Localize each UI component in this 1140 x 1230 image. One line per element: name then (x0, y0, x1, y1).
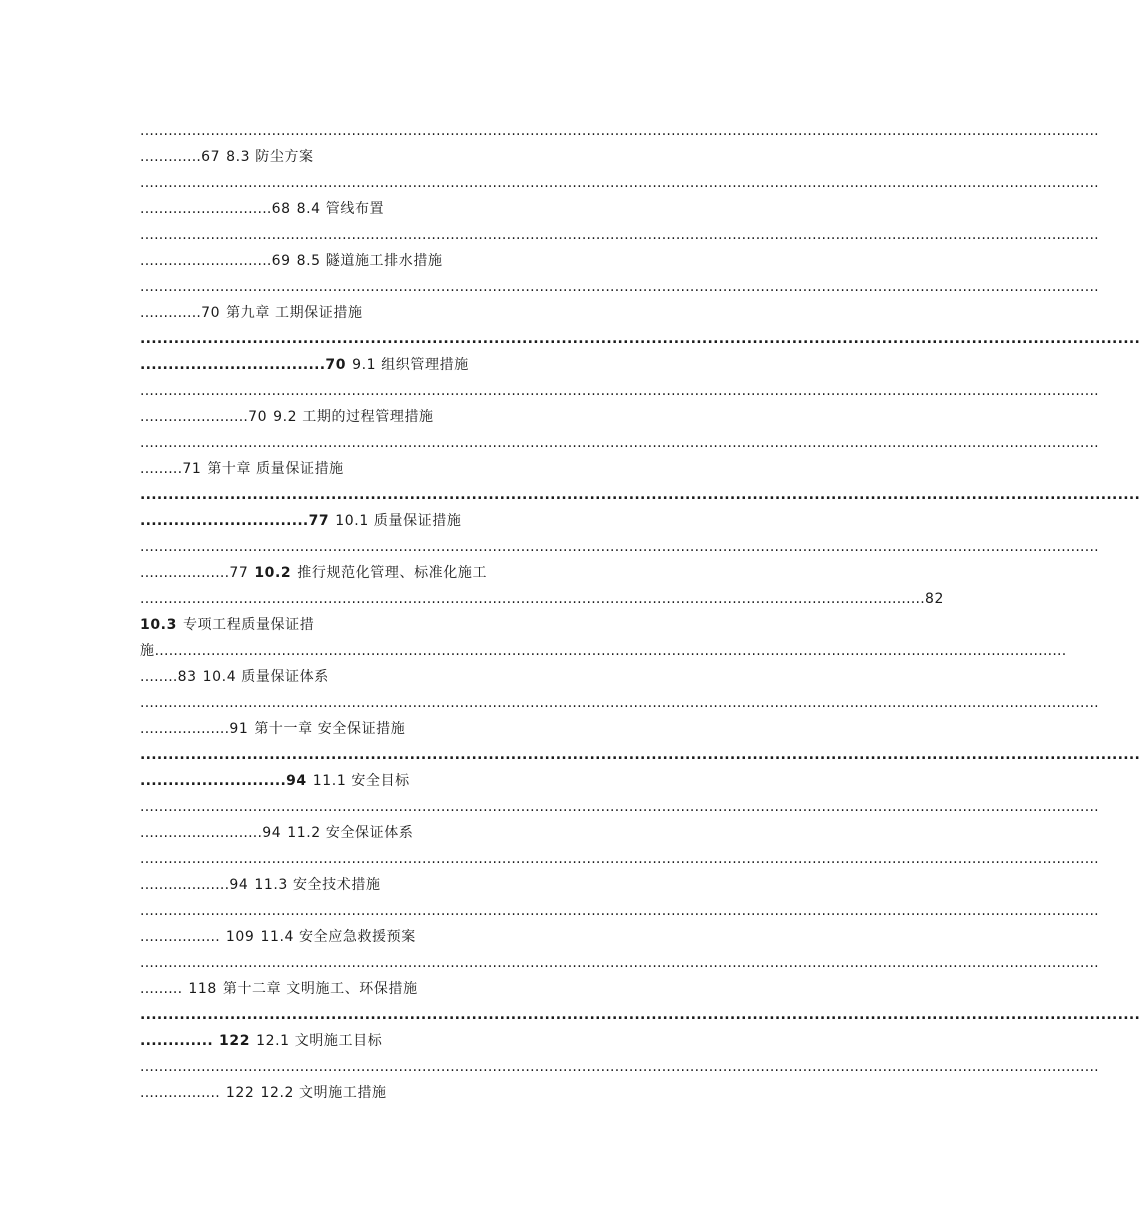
toc-page-number: 77 (308, 513, 330, 529)
toc-page-number: 118 (188, 981, 217, 997)
toc-next-title: 第十章 质量保证措施 (207, 461, 344, 477)
toc-entry[interactable]: ................. 122 12.2 文明施工措施 (140, 1085, 387, 1101)
toc-page-number: 82 (924, 591, 944, 607)
toc-leader-line (140, 794, 808, 820)
toc-entry[interactable]: .......................70 9.2 工期的过程管理措施 (140, 409, 434, 425)
toc-page-number: 68 (271, 201, 291, 217)
toc-entry[interactable]: ................. 109 11.4 安全应急救援预案 (140, 929, 416, 945)
toc-next-title: 8.5 隧道施工排水措施 (296, 253, 443, 269)
toc-page-number: 69 (271, 253, 291, 269)
toc-page-number: 70 (325, 357, 347, 373)
toc-leader-line (140, 846, 808, 872)
toc-next-title: 8.4 管线布置 (296, 201, 385, 217)
toc-entry[interactable]: ......... 118 第十二章 文明施工、环保措施 (140, 981, 418, 997)
toc-page-number: 71 (182, 461, 202, 477)
toc-entry[interactable]: .........71 第十章 质量保证措施 (140, 461, 344, 477)
toc-next-number: 10.2 (254, 565, 292, 581)
toc-leader-line (140, 690, 808, 716)
toc-entry[interactable]: ...................91 第十一章 安全保证措施 (140, 721, 406, 737)
table-of-contents (140, 118, 1067, 1106)
toc-entry[interactable]: ...................94 11.3 安全技术措施 (140, 877, 381, 893)
toc-entry[interactable]: ............. 122 12.1 文明施工目标 (140, 1033, 383, 1049)
toc-entry[interactable]: ..........................94 11.1 安全目标 (140, 773, 410, 789)
toc-leader-line: 施.................................................................................................................................................................................................. (140, 643, 1067, 659)
toc-next-title: 9.2 工期的过程管理措施 (273, 409, 434, 425)
toc-entry[interactable]: ...................77 10.2 推行规范化管理、标准化施工 (140, 565, 488, 581)
toc-next-title: 11.2 安全保证体系 (287, 825, 414, 841)
toc-next-title: 第九章 工期保证措施 (226, 305, 363, 321)
toc-page-number: 70 (248, 409, 268, 425)
toc-leader-line (140, 482, 808, 508)
toc-entry[interactable]: ............................68 8.4 管线布置 (140, 201, 385, 217)
toc-leader-line (140, 430, 808, 456)
toc-leader-line (140, 222, 808, 248)
toc-entry-right-aligned[interactable] (140, 586, 944, 612)
toc-next-title: 11.1 安全目标 (312, 773, 410, 789)
toc-page-number: 70 (201, 305, 221, 321)
toc-next-title: 10.1 质量保证措施 (335, 513, 462, 529)
toc-next-title: 推行规范化管理、标准化施工 (297, 565, 488, 581)
toc-entry[interactable]: .................................70 9.1 组织管理措施 (140, 357, 469, 373)
toc-next-title: 12.2 文明施工措施 (260, 1085, 387, 1101)
toc-page-number: 77 (229, 565, 249, 581)
toc-page-number: 109 (225, 929, 255, 945)
toc-entry[interactable]: ............................69 8.5 隧道施工排水措施 (140, 253, 443, 269)
toc-entry[interactable]: ..............................77 10.1 质量保证措施 (140, 513, 462, 529)
toc-leader-line (140, 898, 808, 924)
toc-entry[interactable]: ........83 10.4 质量保证体系 (140, 669, 329, 685)
toc-leader-line (140, 118, 808, 144)
toc-heading-number: 10.3 (140, 617, 177, 633)
toc-leader-line (140, 1054, 808, 1080)
toc-page-number: 94 (229, 877, 249, 893)
toc-page-number: 122 (225, 1085, 255, 1101)
toc-entry[interactable]: ..........................94 11.2 安全保证体系 (140, 825, 414, 841)
toc-wrap-char: 施 (140, 643, 155, 659)
toc-next-title: 10.4 质量保证体系 (202, 669, 329, 685)
toc-next-title: 第十二章 文明施工、环保措施 (222, 981, 418, 997)
toc-page-number: 122 (219, 1033, 251, 1049)
toc-heading-title: 专项工程质量保证措 (182, 617, 315, 633)
toc-next-title: 11.4 安全应急救援预案 (260, 929, 416, 945)
toc-page-number: 83 (177, 669, 197, 685)
toc-page-number: 91 (229, 721, 249, 737)
toc-leader-line (140, 170, 808, 196)
toc-page-number: 94 (262, 825, 282, 841)
toc-next-title: 12.1 文明施工目标 (256, 1033, 383, 1049)
toc-leader-line (140, 742, 808, 768)
toc-leader-line (140, 326, 808, 352)
toc-entry[interactable]: .............67 8.3 防尘方案 (140, 149, 314, 165)
toc-leader-line (140, 378, 808, 404)
toc-next-title: 8.3 防尘方案 (226, 149, 314, 165)
toc-leader-line (140, 1002, 808, 1028)
toc-page-number: 67 (201, 149, 221, 165)
toc-page-number: 94 (286, 773, 307, 789)
toc-leader-line (140, 534, 808, 560)
toc-next-title: 9.1 组织管理措施 (352, 357, 469, 373)
toc-leader-line (140, 950, 808, 976)
toc-next-title: 第十一章 安全保证措施 (254, 721, 406, 737)
toc-entry-heading[interactable] (140, 612, 808, 638)
toc-entry[interactable]: .............70 第九章 工期保证措施 (140, 305, 363, 321)
toc-leader-line (140, 274, 808, 300)
toc-leader: ....................................................................................................................................................................... (140, 591, 925, 607)
toc-next-title: 11.3 安全技术措施 (254, 877, 381, 893)
